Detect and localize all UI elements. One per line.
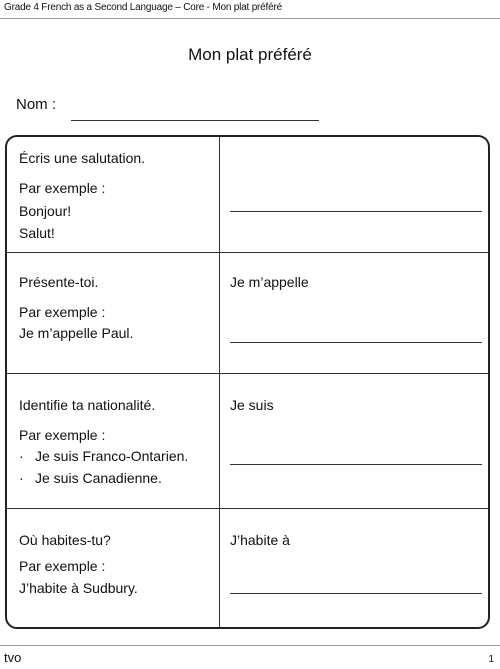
bullet-example [19, 448, 188, 464]
worksheet-row-residence [7, 509, 488, 627]
page-title: Mon plat préféré [188, 45, 312, 64]
prompt-cell [7, 509, 220, 627]
bullet-glyph: · [19, 448, 24, 464]
answer-starter: J’habite à [230, 532, 290, 548]
example-label: Par exemple : [19, 427, 106, 443]
instruction-text: Écris une salutation. [19, 150, 146, 166]
instruction-text: Où habites-tu? [19, 532, 111, 548]
footer-divider [0, 645, 500, 646]
example-text: J’habite à Sudbury. [19, 580, 138, 596]
example-label: Par exemple : [19, 180, 106, 196]
example-text: Bonjour! [19, 203, 72, 219]
answer-cell[interactable] [220, 374, 488, 508]
answer-cell[interactable] [220, 509, 488, 627]
prompt-cell [7, 137, 220, 252]
instruction-text: Identifie ta nationalité. [19, 397, 156, 413]
name-label: Nom : [16, 96, 57, 113]
answer-cell[interactable] [220, 253, 488, 373]
prompt-cell [7, 374, 220, 508]
answer-line[interactable] [230, 464, 482, 465]
answer-line[interactable] [230, 211, 482, 212]
header-divider [0, 18, 500, 19]
example-text: Je suis Franco-Ontarien. [35, 448, 189, 464]
tvo-logo: tvo [4, 650, 22, 665]
example-label: Par exemple : [19, 304, 106, 320]
example-text: Salut! [19, 225, 55, 241]
answer-line[interactable] [230, 593, 482, 594]
instruction-text: Présente-toi. [19, 274, 99, 290]
worksheet-table [5, 135, 490, 629]
worksheet-row-introduce [7, 253, 488, 374]
example-text: Je m’appelle Paul. [19, 325, 134, 341]
bullet-example [19, 470, 162, 486]
worksheet-row-nationality [7, 374, 488, 509]
worksheet-row-greeting [7, 137, 488, 253]
example-text: Je suis Canadienne. [35, 470, 162, 486]
answer-starter: Je suis [230, 397, 274, 413]
prompt-cell [7, 253, 220, 373]
page-number: 1 [488, 654, 494, 665]
answer-cell[interactable] [220, 137, 488, 252]
document-header: Grade 4 French as a Second Language – Core - Mon plat préféré [4, 2, 282, 13]
answer-line[interactable] [230, 342, 482, 343]
name-input-line[interactable] [71, 120, 319, 121]
example-label: Par exemple : [19, 558, 106, 574]
bullet-glyph: · [19, 470, 24, 486]
answer-starter: Je m’appelle [230, 274, 309, 290]
